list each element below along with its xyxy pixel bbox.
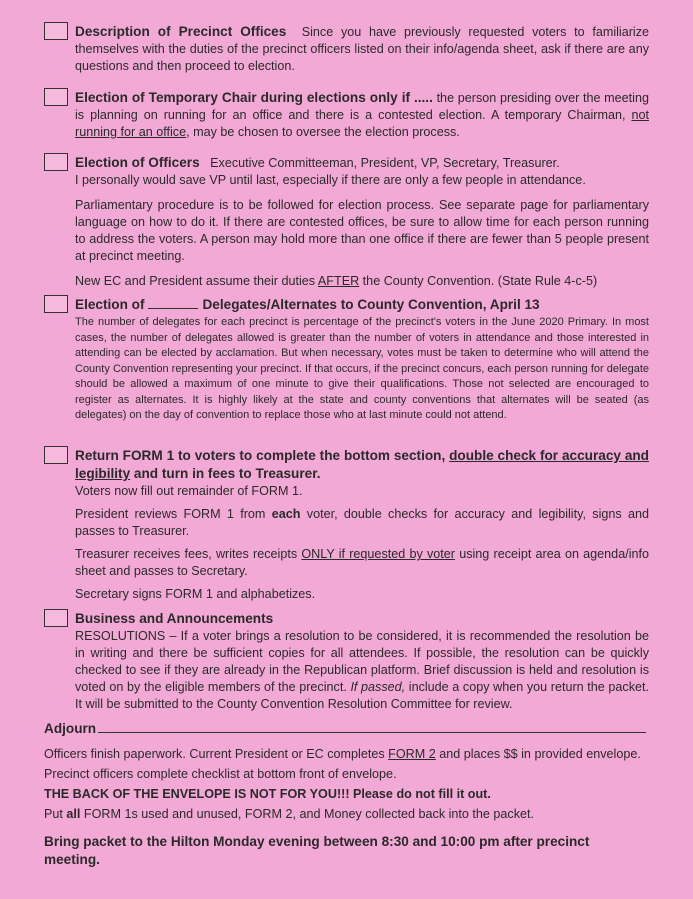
section-body: Since you have previously requested voters to familiarize themselves with the duties of the precinct officers listed on their info/agenda sheet, ask if there are any questions and then proceed to election. <box>75 25 650 73</box>
blank-line <box>148 307 198 309</box>
underlined-text: ONLY if requested by voter <box>301 547 455 561</box>
adjourn-line: Officers finish paperwork. Current President or EC completes FORM 2 and places $$ in provided envelope. <box>44 747 641 761</box>
underlined-text: FORM 2 <box>388 747 436 761</box>
section-note: I personally would save VP until last, especially if there are only a few people in attendance. <box>75 173 586 187</box>
underlined-text: double check for accuracy and legibility <box>75 448 649 481</box>
section-line: President reviews FORM 1 from each voter, double checks for accuracy and legibility, signs and passes to Treasurer. <box>75 507 650 538</box>
section-delegates <box>75 296 649 424</box>
checkbox-business[interactable] <box>44 609 68 627</box>
section-title: Business and Announcements <box>75 611 274 626</box>
section-title: Return FORM 1 to voters to complete the bottom section, <box>75 448 450 463</box>
adjourn-warning: THE BACK OF THE ENVELOPE IS NOT FOR YOU!!! Please do not fill it out. <box>44 787 491 801</box>
section-title: Election of <box>75 297 145 312</box>
checkbox-officers[interactable] <box>44 153 68 171</box>
section-title: Adjourn <box>44 721 97 736</box>
section-body: The number of delegates for each precinct is percentage of the precinct's voters in the June 2020 Primary. In most cases, the number of delegates allowed is greater than the number of voters in attendance and those interested in attending can be elected by acclamation. But when necessary, votes must be taken to determine who will attend the County Convention representing your precinct. If that occurs, if the precinct concurs, each person running for delegate should be allowed a maximum of one minute to give their qualifications. Those not selected are encouraged to register as alternates. It is highly likely at the state and county conventions that alternates will be seated (as delegates) on the day of convention to replace those who at last minute could not attend. <box>75 316 649 421</box>
checkbox-description[interactable] <box>44 22 68 40</box>
section-business <box>75 610 649 713</box>
underlined-text: AFTER <box>317 274 360 288</box>
checkbox-delegates[interactable] <box>44 295 68 313</box>
section-title: Delegates/Alternates to County Convention, April 13 <box>202 297 540 312</box>
checkbox-form1[interactable] <box>44 446 68 464</box>
adjourn-rule <box>98 731 646 733</box>
section-body: the person presiding over the meeting is planning on running for an office and there is a contested election. A temporary Chairman, <box>75 91 649 122</box>
section-note: Executive Committeeman, President, VP, Secretary, Treasurer. <box>210 156 560 170</box>
underlined-text: not running for an office <box>75 108 649 139</box>
section-officers <box>75 154 649 290</box>
section-paragraph: Parliamentary procedure is to be followed for election process. See separate page for parliamentary language on how to do it. If there are contested offices, be sure to allow time for each person running to address the voters. A person may hold more than one office if there are fewer than 5 people present at precinct meeting. <box>75 198 649 263</box>
section-title: Election of Officers <box>75 155 200 170</box>
section-title: Election of Temporary Chair during elections only if ..... <box>75 90 433 105</box>
section-description <box>75 23 649 75</box>
section-adjourn <box>44 720 649 869</box>
section-line: Treasurer receives fees, writes receipts ONLY if requested by voter using receipt area on agenda/info sheet and passes to Secretary. <box>75 547 649 578</box>
section-body: , may be chosen to oversee the election process. <box>186 125 460 139</box>
checkbox-temporary-chair[interactable] <box>44 88 68 106</box>
section-line: Voters now fill out remainder of FORM 1. <box>75 484 303 498</box>
section-temporary-chair <box>75 89 649 141</box>
section-title: and turn in fees to Treasurer. <box>130 466 321 481</box>
section-line: Secretary signs FORM 1 and alphabetizes. <box>75 587 316 601</box>
final-instruction: Bring packet to the Hilton Monday evening between 8:30 and 10:00 pm after precinct meeting. <box>44 834 590 867</box>
adjourn-line: Put all FORM 1s used and unused, FORM 2, and Money collected back into the packet. <box>44 807 535 821</box>
section-form1 <box>75 447 649 603</box>
section-paragraph: New EC and President assume their duties AFTER the County Convention. (State Rule 4-c-5) <box>75 274 598 288</box>
section-title: Description of Precinct Offices <box>75 24 287 39</box>
section-body: RESOLUTIONS – If a voter brings a resolution to be considered, it is recommended the resolution be in writing and there be sufficient copies for all attendees. If possible, the resolution can be quickly checked to see if they are already in the Republican platform. Brief discussion is held and resolution is voted on by the eligible members of the precinct. If passed, include a copy when you return the packet. It will be submitted to the County Convention Resolution Committee for review. <box>75 629 649 711</box>
adjourn-line: Precinct officers complete checklist at bottom front of envelope. <box>44 767 397 781</box>
